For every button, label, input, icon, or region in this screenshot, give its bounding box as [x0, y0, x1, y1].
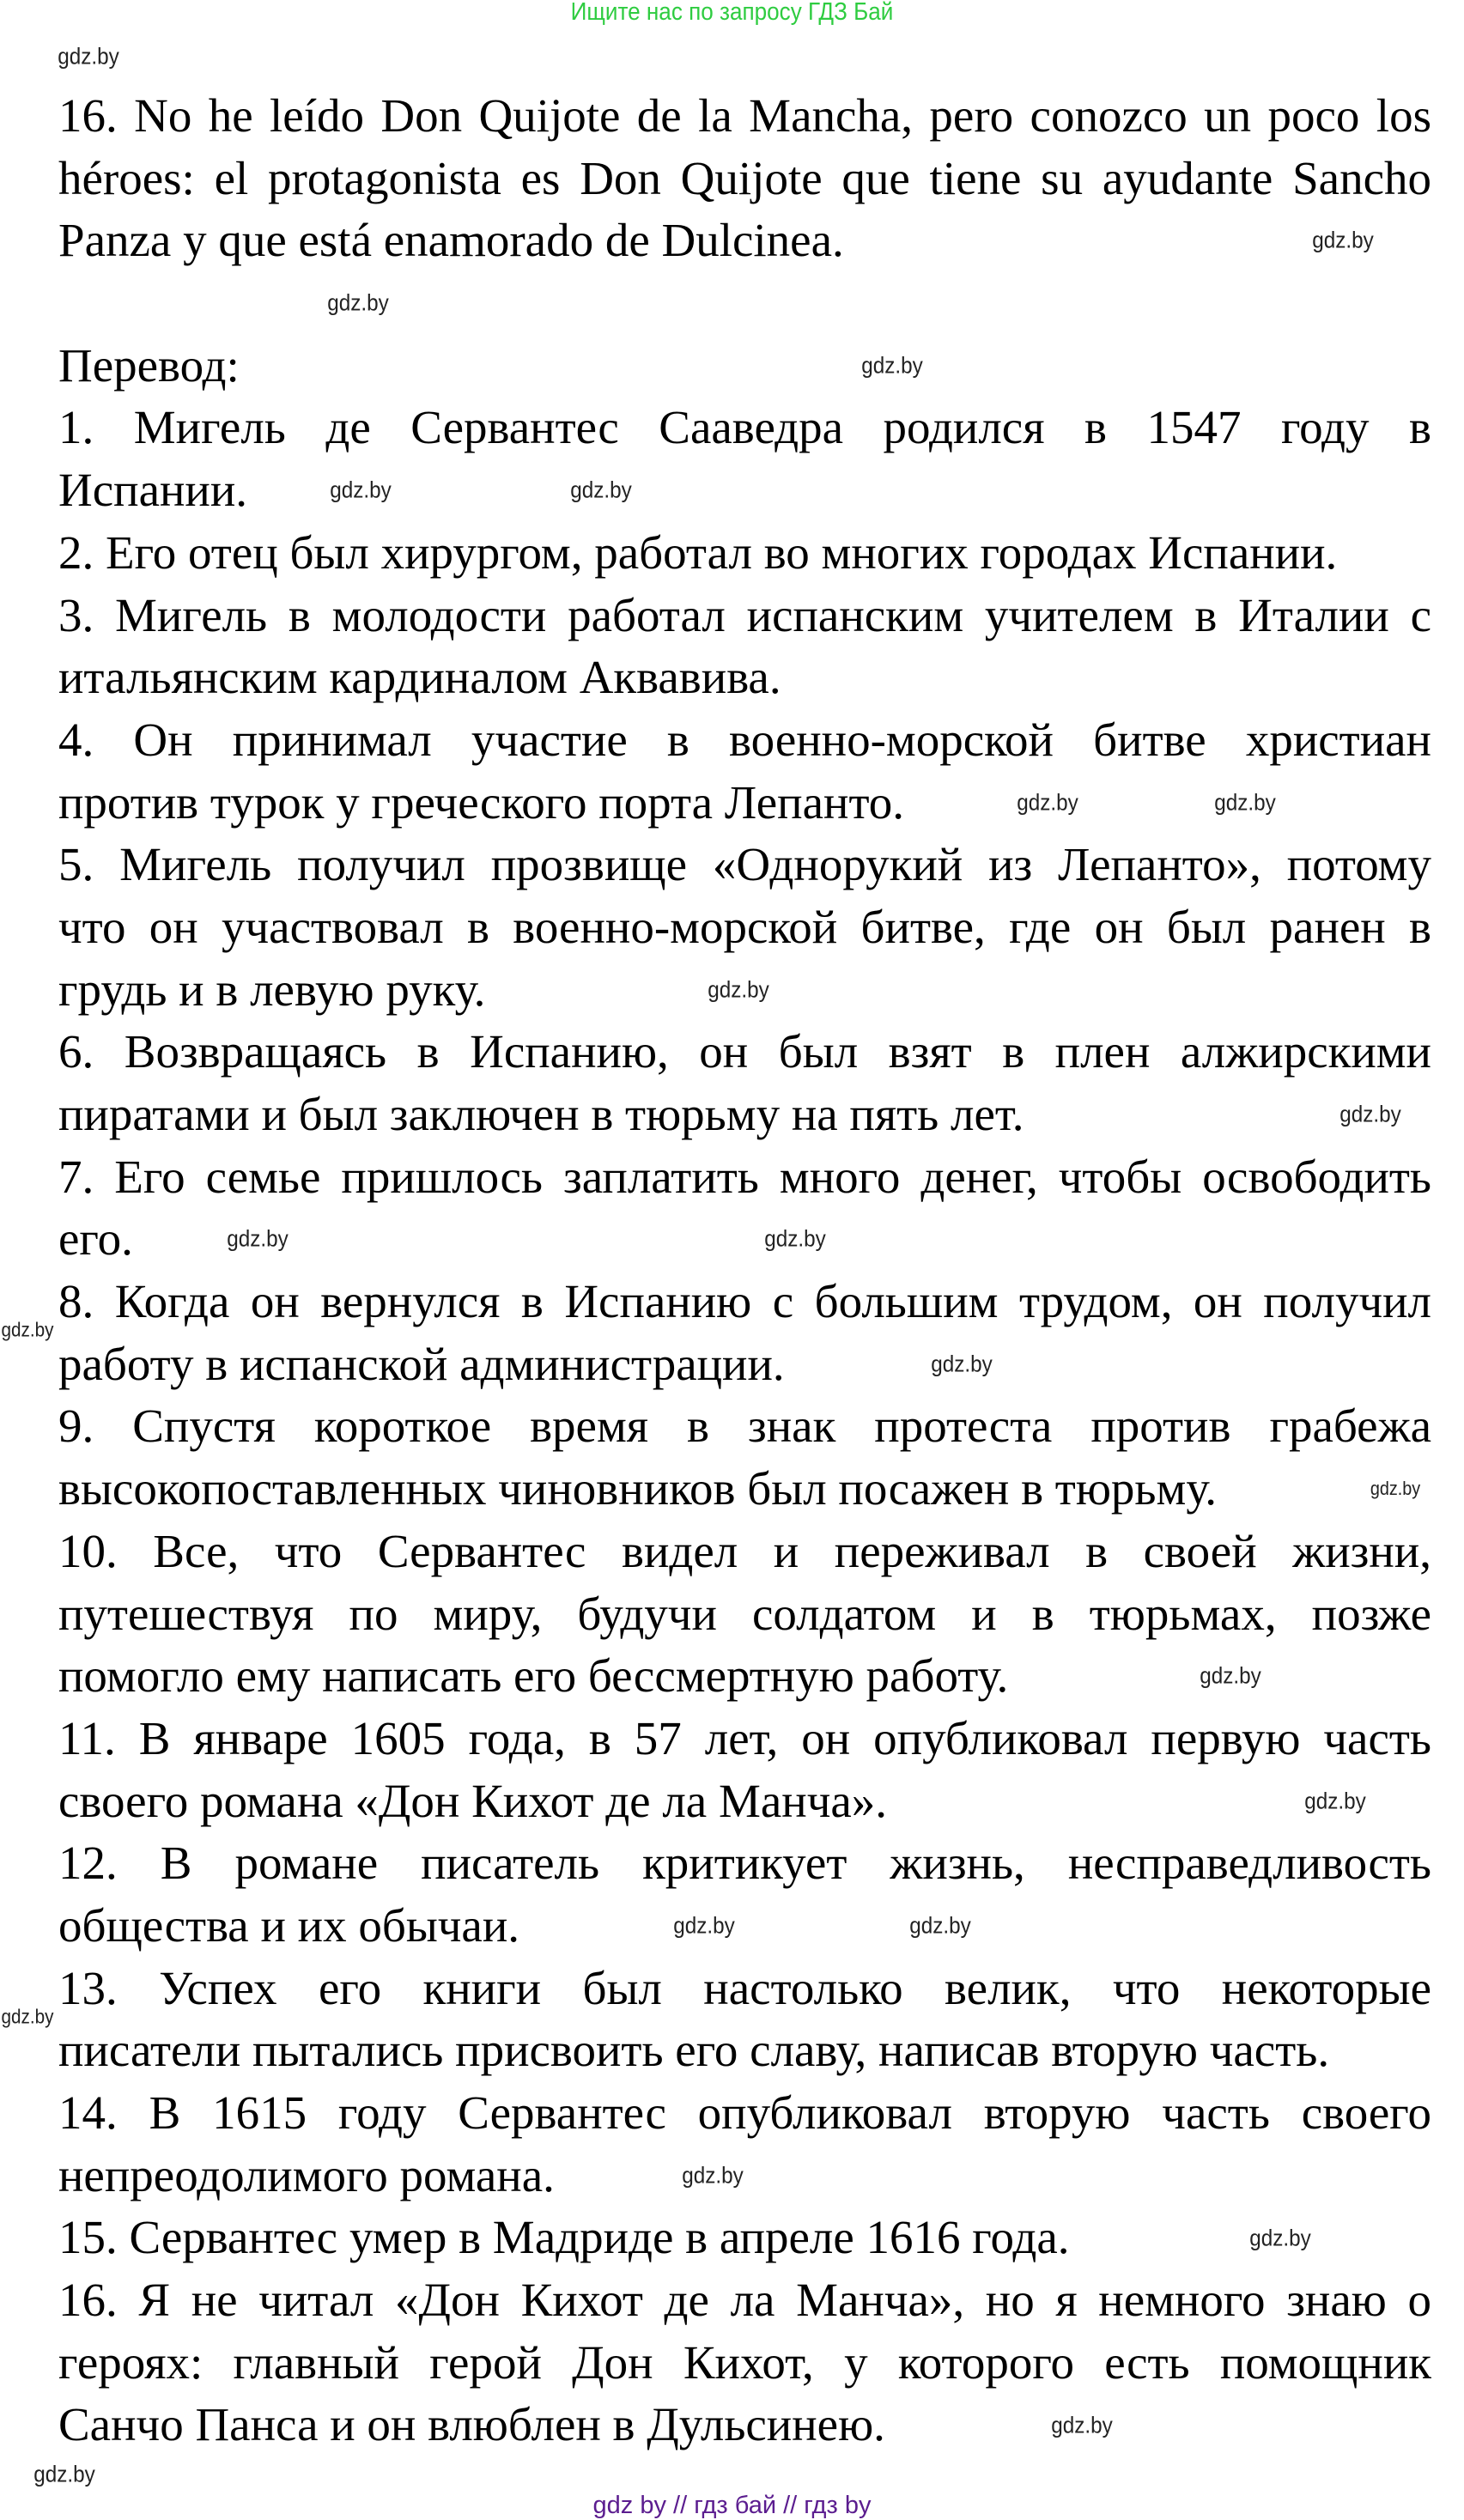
translation-item-line: писатели пытались присвоить его славу, написав вторую часть. — [58, 2024, 1330, 2077]
watermark: gdz.by — [227, 1225, 289, 1252]
translation-item-line: Санчо Панса и он влюблен в Дульсинею. — [58, 2398, 885, 2451]
watermark: gdz.by — [1304, 1788, 1366, 1814]
translation-item-line: 9. Спустя короткое время в знак протеста против грабежа — [58, 1400, 1431, 1453]
translation-item-line: своего романа «Дон Кихот де ла Манча». — [58, 1774, 888, 1827]
translation-item-line: против турок у греческого порта Лепанто. — [58, 775, 905, 829]
watermark: gdz.by — [1249, 2225, 1311, 2251]
translation-item-line: 11. В январе 1605 года, в 57 лет, он опубликовал первую часть — [58, 1711, 1431, 1764]
spanish-answer-line: 16. No he leído Don Quijote de la Mancha, pero conozco un poco los — [58, 89, 1431, 142]
translation-item-line: помогло ему написать его бессмертную работу. — [58, 1649, 1009, 1703]
watermark: gdz.by — [708, 976, 769, 1003]
translation-item-line: 1. Мигель де Сервантес Сааведра родился в 1547 году в — [58, 401, 1431, 454]
translation-item-line: 12. В романе писатель критикует жизнь, несправедливость — [58, 1837, 1431, 1890]
watermark: gdz.by — [1214, 789, 1276, 816]
translation-item-line: что он участвовал в военно-морской битве, где он был ранен в — [58, 900, 1431, 953]
translation-item-line: 14. В 1615 году Сервантес опубликовал вторую часть своего — [58, 2086, 1431, 2139]
watermark: gdz.by — [1051, 2412, 1113, 2438]
watermark: gdz.by — [570, 477, 632, 503]
document-body — [58, 85, 1431, 2456]
watermark: gdz.by — [764, 1225, 826, 1252]
translation-item-line: пиратами и был заключен в тюрьму на пять лет. — [58, 1088, 1024, 1140]
translation-item-line: 6. Возвращаясь в Испанию, он был взят в плен алжирскими — [58, 1025, 1431, 1078]
translation-item-line: путешествуя по миру, будучи солдатом и в тюрьмах, позже — [58, 1587, 1431, 1640]
translation-item-line: высокопоставленных чиновников был посажен в тюрьму. — [58, 1462, 1218, 1515]
watermark: gdz.by — [1312, 227, 1374, 253]
translation-item-line: 5. Мигель получил прозвище «Однорукий из Лепанто», потому — [58, 838, 1431, 891]
watermark: gdz.by — [330, 477, 392, 503]
watermark: gdz.by — [1370, 1478, 1421, 1499]
spanish-answer-line: Panza y que está enamorado de Dulcinea. — [58, 214, 844, 267]
spanish-answer-line: héroes: el protagonista es Don Quijote que tiene su ayudante Sancho — [58, 151, 1431, 204]
translation-item-line: 10. Все, что Сервантес видел и переживал в своей жизни, — [58, 1524, 1431, 1577]
translation-item-line: непреодолимого романа. — [58, 2148, 555, 2201]
translation-heading: Перевод: — [58, 338, 240, 392]
translation-item-line: грудь и в левую руку. — [58, 962, 486, 1016]
translation-item-line: 4. Он принимал участие в военно-морской битве христиан — [58, 713, 1431, 766]
translation-item-line: итальянским кардиналом Аквавива. — [58, 651, 781, 704]
watermark: gdz.by — [1200, 1662, 1261, 1689]
watermark: gdz.by — [682, 2162, 744, 2189]
watermark: gdz.by — [1339, 1101, 1401, 1127]
translation-item-line: 3. Мигель в молодости работал испанским учителем в Италии с — [58, 588, 1431, 641]
watermark: gdz.by — [909, 1912, 971, 1939]
translation-item-line: 8. Когда он вернулся в Испанию с большим трудом, он получил — [58, 1275, 1431, 1328]
translation-item-line: работу в испанской администрации. — [58, 1337, 785, 1390]
footer-links[interactable]: gdz by // гдз бай // гдз by — [592, 2492, 872, 2519]
translation-item-line: общества и их обычаи. — [58, 1898, 520, 1952]
watermark: gdz.by — [673, 1912, 735, 1939]
translation-item-line: его. — [58, 1212, 133, 1266]
translation-item-line: 13. Успех его книги был настолько велик, что некоторые — [58, 1961, 1431, 2014]
watermark: gdz.by — [1, 1318, 54, 1341]
translation-item-line: 7. Его семье пришлось заплатить много денег, чтобы освободить — [58, 1150, 1431, 1203]
watermark: gdz.by — [1, 2005, 54, 2028]
blank-line — [58, 272, 1431, 335]
search-banner[interactable]: Ищите нас по запросу ГДЗ Бай — [570, 0, 894, 26]
translation-item-line: Испании. — [58, 464, 248, 517]
watermark: gdz.by — [1017, 789, 1078, 816]
translation-item-line: 15. Сервантес умер в Мадриде в апреле 1616 года. — [58, 2211, 1070, 2264]
watermark: gdz.by — [931, 1351, 993, 1377]
translation-item-line: 2. Его отец был хирургом, работал во многих городах Испании. — [58, 525, 1338, 579]
translation-item-line: 16. Я не читал «Дон Кихот де ла Манча», но я немного знаю о — [58, 2274, 1431, 2327]
watermark: gdz.by — [58, 43, 119, 70]
watermark: gdz.by — [861, 352, 923, 379]
watermark: gdz.by — [327, 289, 389, 316]
translation-item-line: героях: главный герой Дон Кихот, у которого есть помощник — [58, 2335, 1431, 2389]
watermark: gdz.by — [33, 2461, 95, 2487]
